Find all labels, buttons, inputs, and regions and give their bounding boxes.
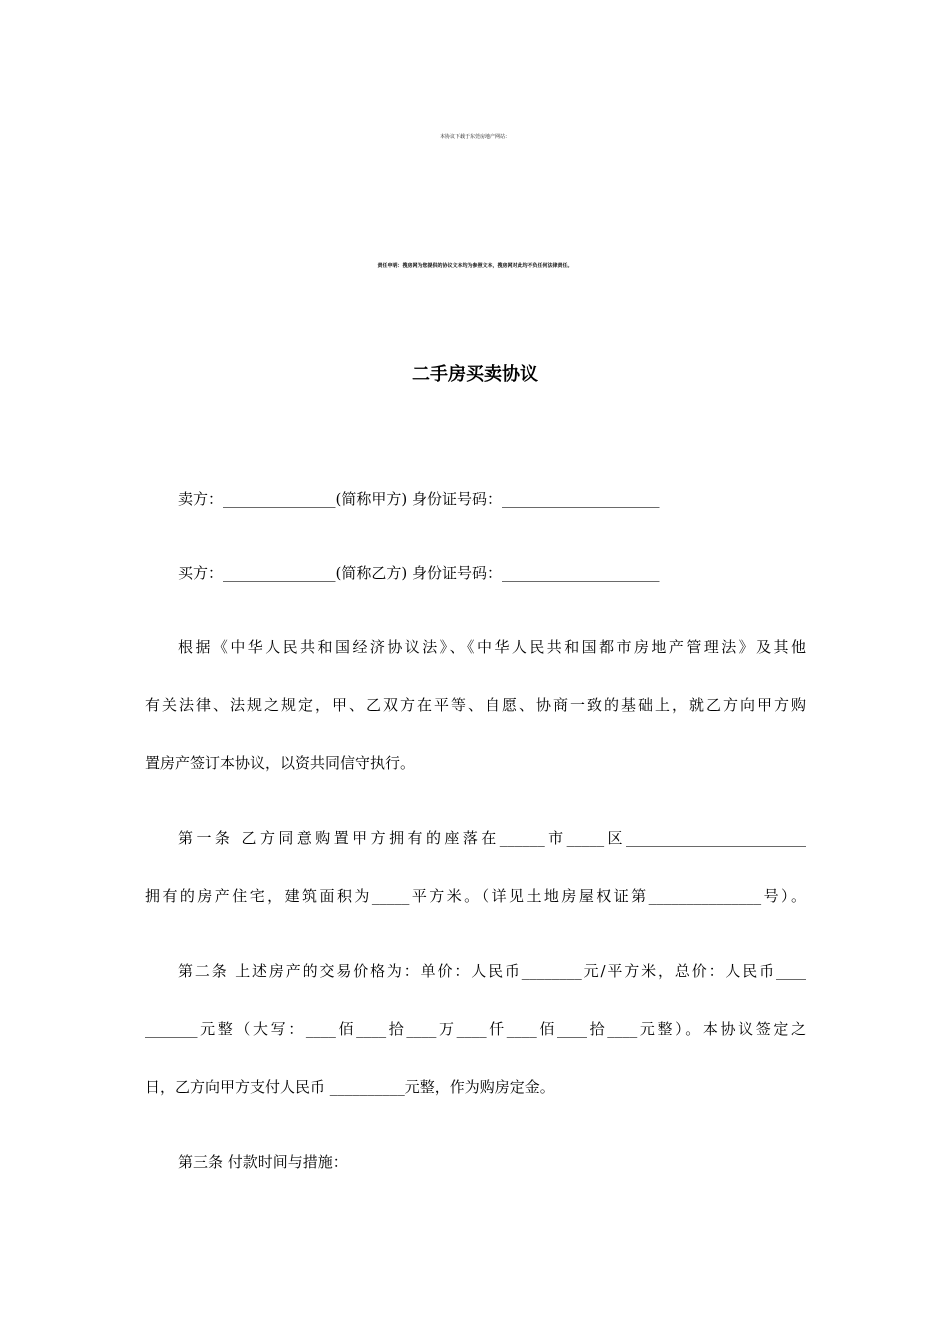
preamble-line-1: 根据《中华人民共和国经济协议法》、《中华人民共和国都市房地产管理法》及其他 [178, 638, 806, 656]
article1-line-2: 拥有的房产住宅，建筑面积为_____平方米。（详见土地房屋权证第_______________号）。 [145, 887, 806, 905]
article2-line-3: 日，乙方向甲方支付人民币 __________元整，作为购房定金。 [145, 1078, 555, 1096]
seller-line: 卖方：_______________(简称甲方) 身份证号码：_____________________ [178, 490, 660, 508]
header-note: 本协议下载于东莞房地产网站： [439, 134, 510, 140]
preamble-line-2: 有关法律、法规之规定，甲、乙双方在平等、自愿、协商一致的基础上，就乙方向甲方购 [145, 696, 806, 714]
article2-line-1: 第二条 上述房产的交易价格为：单价：人民币________元/平方米，总价：人民币____ [178, 962, 806, 980]
document-title: 二手房买卖协议 [412, 364, 538, 385]
buyer-line: 买方：_______________(简称乙方) 身份证号码：_____________________ [178, 564, 660, 582]
disclaimer: 责任申明：搜房网为您提供的协议文本均为参照文本，搜房网对此均不负任何法律责任。 [377, 263, 573, 269]
preamble-line-3: 置房产签订本协议，以资共同信守执行。 [145, 754, 416, 772]
article3-line-1: 第三条 付款时间与措施： [178, 1153, 348, 1171]
article1-line-1: 第一条 乙方同意购置甲方拥有的座落在______市_____区________________________ [178, 829, 806, 847]
article2-line-2: _______元整（大写：____佰____拾____万____仟____佰____拾____元整）。本协议签定之 [145, 1020, 806, 1038]
